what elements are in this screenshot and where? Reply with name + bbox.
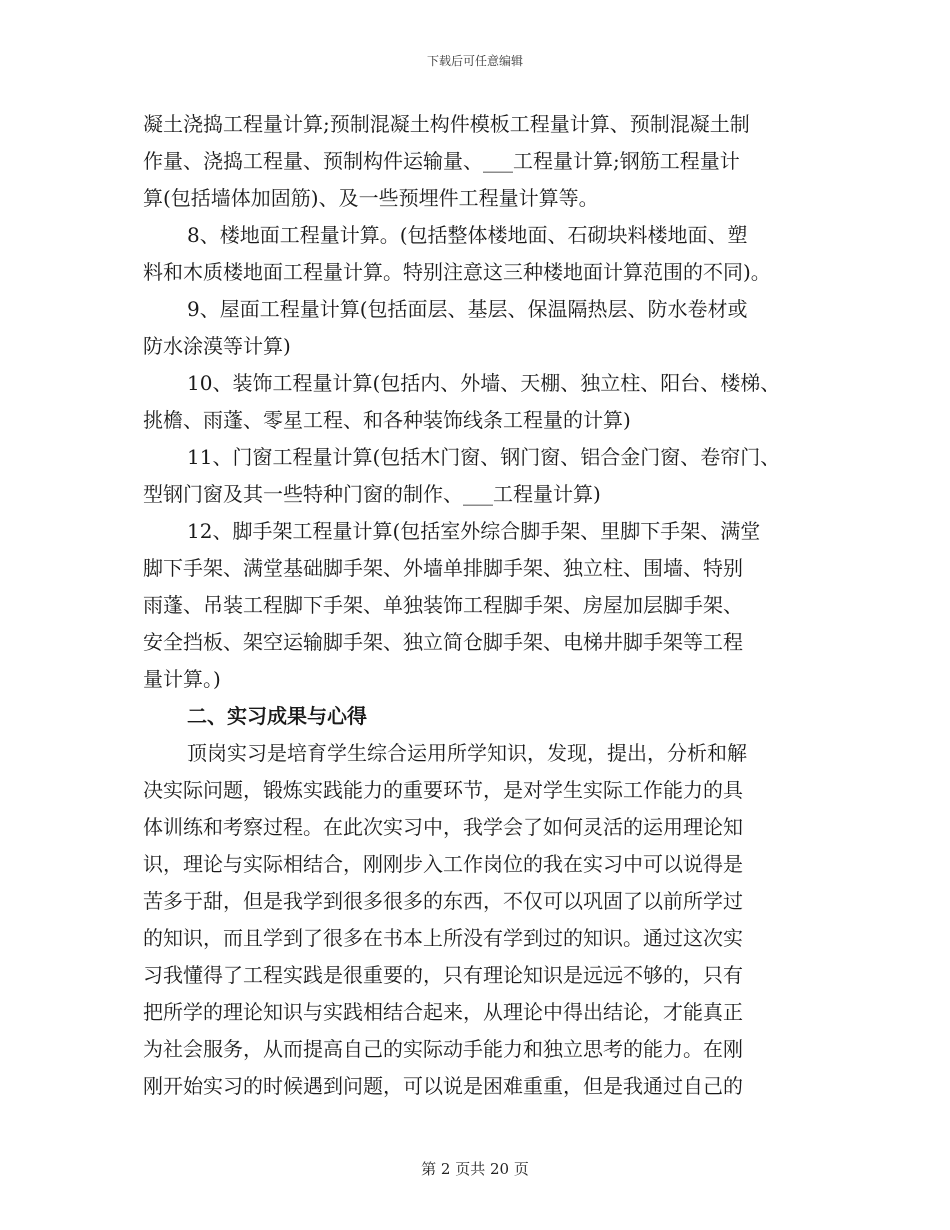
text-line: 12、脚手架工程量计算(包括室外综合脚手架、里脚下手架、满堂 — [187, 519, 761, 543]
text-line: 算(包括墙体加固筋)、及一些预埋件工程量计算等。 — [143, 186, 599, 210]
text-line: 料和木质楼地面工程量计算。特别注意这三种楼地面计算范围的不同)。 — [143, 260, 771, 284]
text-line: 脚下手架、满堂基础脚手架、外墙单排脚手架、独立柱、围墙、特别 — [143, 556, 743, 580]
text-line: 防水涂漠等计算) — [143, 334, 291, 358]
text-line: 型钢门窗及其一些特种门窗的制作、___工程量计算) — [143, 482, 601, 506]
text-line: 识，理论与实际相结合，刚刚步入工作岗位的我在实习中可以说得是 — [143, 852, 743, 876]
text-line: 顶岗实习是培育学生综合运用所学知识，发现，提出，分析和解 — [187, 741, 747, 765]
document-body — [143, 106, 823, 1105]
text-line: 10、装饰工程量计算(包括内、外墙、天棚、独立柱、阳台、楼梯、 — [187, 371, 781, 395]
text-line: 习我懂得了工程实践是很重要的，只有理论知识是远远不够的，只有 — [143, 963, 743, 987]
text-line: 安全挡板、架空运输脚手架、独立简仓脚手架、电梯井脚手架等工程 — [143, 630, 743, 654]
text-line: 量计算。) — [143, 667, 221, 691]
text-line: 凝土浇捣工程量计算;预制混凝土构件模板工程量计算、预制混凝土制 — [143, 112, 750, 136]
text-line: 9、屋面工程量计算(包括面层、基层、保温隔热层、防水卷材或 — [187, 297, 748, 321]
text-line: 把所学的理论知识与实践相结合起来，从理论中得出结论，才能真正 — [143, 1000, 743, 1024]
text-line: 11、门窗工程量计算(包括木门窗、钢门窗、铝合金门窗、卷帘门、 — [187, 445, 781, 469]
page-number: 第 2 页共 20 页 — [421, 1160, 529, 1178]
text-line: 作量、浇捣工程量、预制构件运输量、___工程量计算;钢筋工程量计 — [143, 149, 740, 173]
text-line: 决实际问题，锻炼实践能力的重要环节，是对学生实际工作能力的具 — [143, 778, 743, 802]
text-line: 苦多于甜，但是我学到很多很多的东西，不仅可以巩固了以前所学过 — [143, 889, 743, 913]
text-line: 刚开始实习的时候遇到问题，可以说是困难重重，但是我通过自己的 — [143, 1074, 743, 1098]
text-line: 挑檐、雨蓬、零星工程、和各种装饰线条工程量的计算) — [143, 408, 631, 432]
text-line: 雨蓬、吊装工程脚下手架、单独装饰工程脚手架、房屋加层脚手架、 — [143, 593, 743, 617]
text-line: 的知识，而且学到了很多在书本上所没有学到过的知识。通过这次实 — [143, 926, 743, 950]
text-line: 体训练和考察过程。在此次实习中，我学会了如何灵活的运用理论知 — [143, 815, 743, 839]
text-line: 8、楼地面工程量计算。(包括整体楼地面、石砌块料楼地面、塑 — [187, 223, 748, 247]
section-heading: 二、实习成果与心得 — [187, 704, 367, 728]
page-header-note: 下载后可任意编辑 — [426, 54, 523, 68]
text-line: 为社会服务，从而提高自己的实际动手能力和独立思考的能力。在刚 — [143, 1037, 743, 1061]
